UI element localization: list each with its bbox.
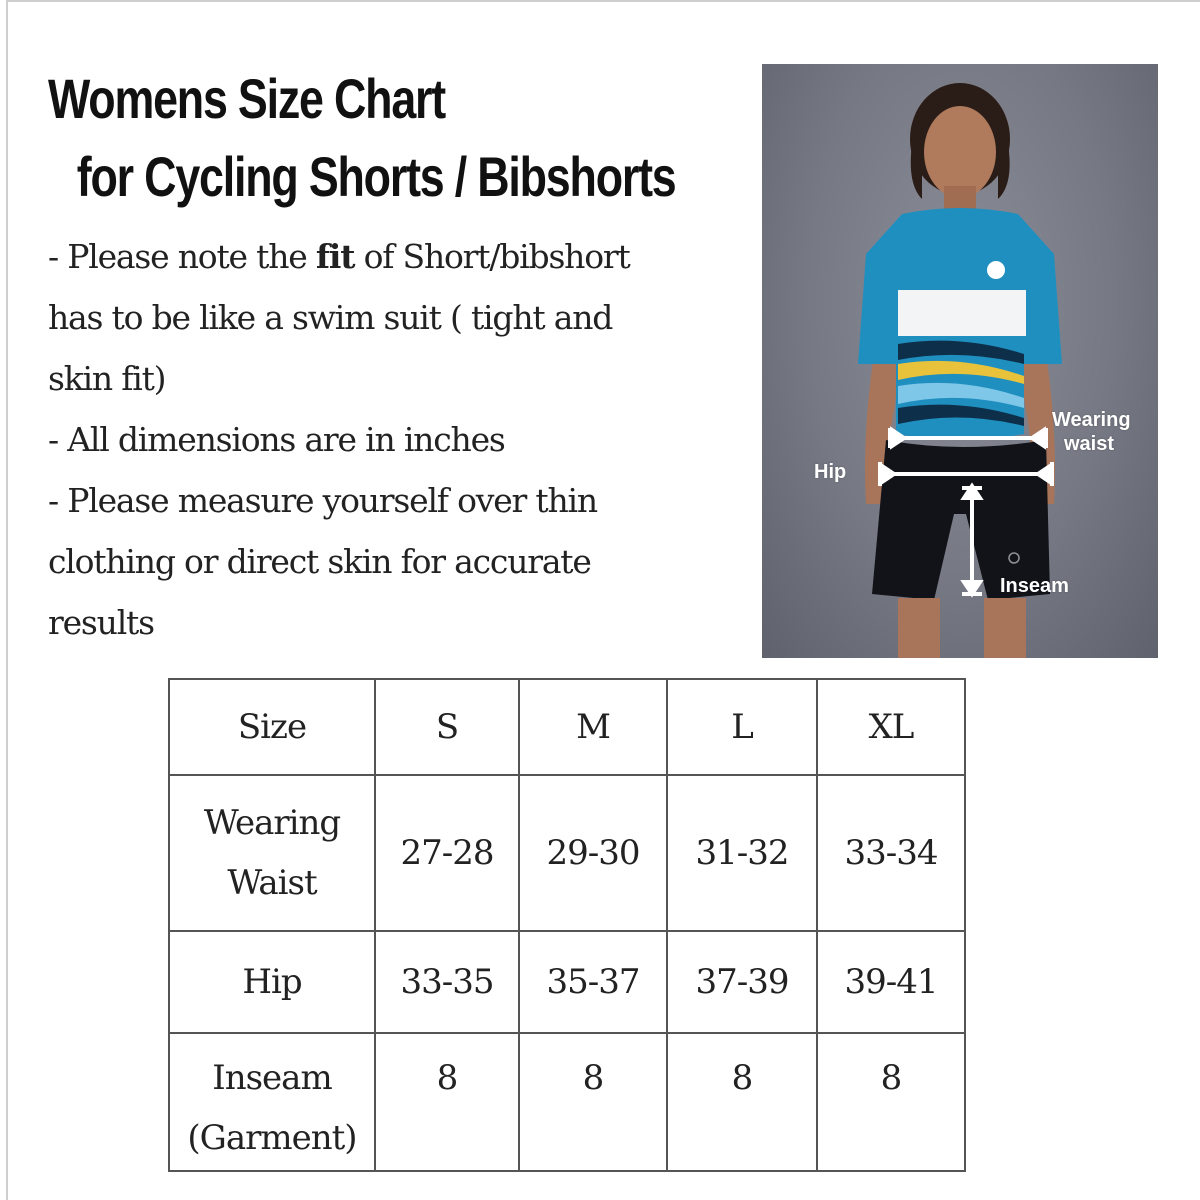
note-emphasis: fit [315,237,355,276]
inseam-value-cell: 8 [519,1033,667,1171]
waist-value-cell: 33-34 [817,775,965,931]
model-photo [762,64,1158,658]
sizing-notes [48,226,748,653]
hip-value-cell: 39-41 [817,931,965,1033]
size-cell: XL [817,679,965,775]
note-line: - Please measure yourself over thin [48,481,597,520]
size-cell: L [667,679,817,775]
page-title [48,60,676,216]
inseam-value-cell: 8 [817,1033,965,1171]
size-chart-table [168,678,966,1172]
wearing-waist-label [1052,408,1131,456]
hip-value-cell: 35-37 [519,931,667,1033]
note-text: of Short/bibshort [354,237,630,276]
inseam-label-line1: Inseam [212,1058,332,1098]
model-illustration [762,64,1158,658]
hip-value-cell: 33-35 [375,931,519,1033]
inseam-label: Inseam [1000,575,1069,597]
waist-value-cell: 31-32 [667,775,817,931]
table-row-inseam [169,1033,965,1171]
waist-value-cell: 29-30 [519,775,667,931]
note-line: has to be like a swim suit ( tight and [48,298,613,337]
note-line: results [48,603,154,642]
table-row-waist [169,775,965,931]
table-row-header [169,679,965,775]
note-text: - Please note the [48,237,316,276]
waist-label-line2: Waist [227,863,317,903]
jersey-white-band [898,290,1026,336]
note-line [48,226,748,287]
size-cell: M [519,679,667,775]
note-line: - All dimensions are in inches [48,420,505,459]
inseam-value-cell: 8 [375,1033,519,1171]
waist-row-label [169,775,375,931]
waist-label-line1: Wearing [203,803,341,843]
title-line-1: Womens Size Chart [48,67,445,130]
header-size-label: Size [169,679,375,775]
brand-logo-icon [987,261,1005,279]
table-row-hip [169,931,965,1033]
hip-value-cell: 37-39 [667,931,817,1033]
size-cell: S [375,679,519,775]
inseam-row-label [169,1033,375,1171]
title-line-2: for Cycling Shorts / Bibshorts [76,145,676,208]
note-line: clothing or direct skin for accurate [48,542,591,581]
hip-row-label: Hip [169,931,375,1033]
label-wearing: Wearing [1052,409,1131,431]
face-shape [924,106,996,198]
inseam-value-cell: 8 [667,1033,817,1171]
hip-label: Hip [814,461,847,483]
waist-value-cell: 27-28 [375,775,519,931]
note-line: skin fit) [48,359,166,398]
label-waist: waist [1064,433,1115,455]
inseam-label-line2: (Garment) [187,1118,357,1158]
